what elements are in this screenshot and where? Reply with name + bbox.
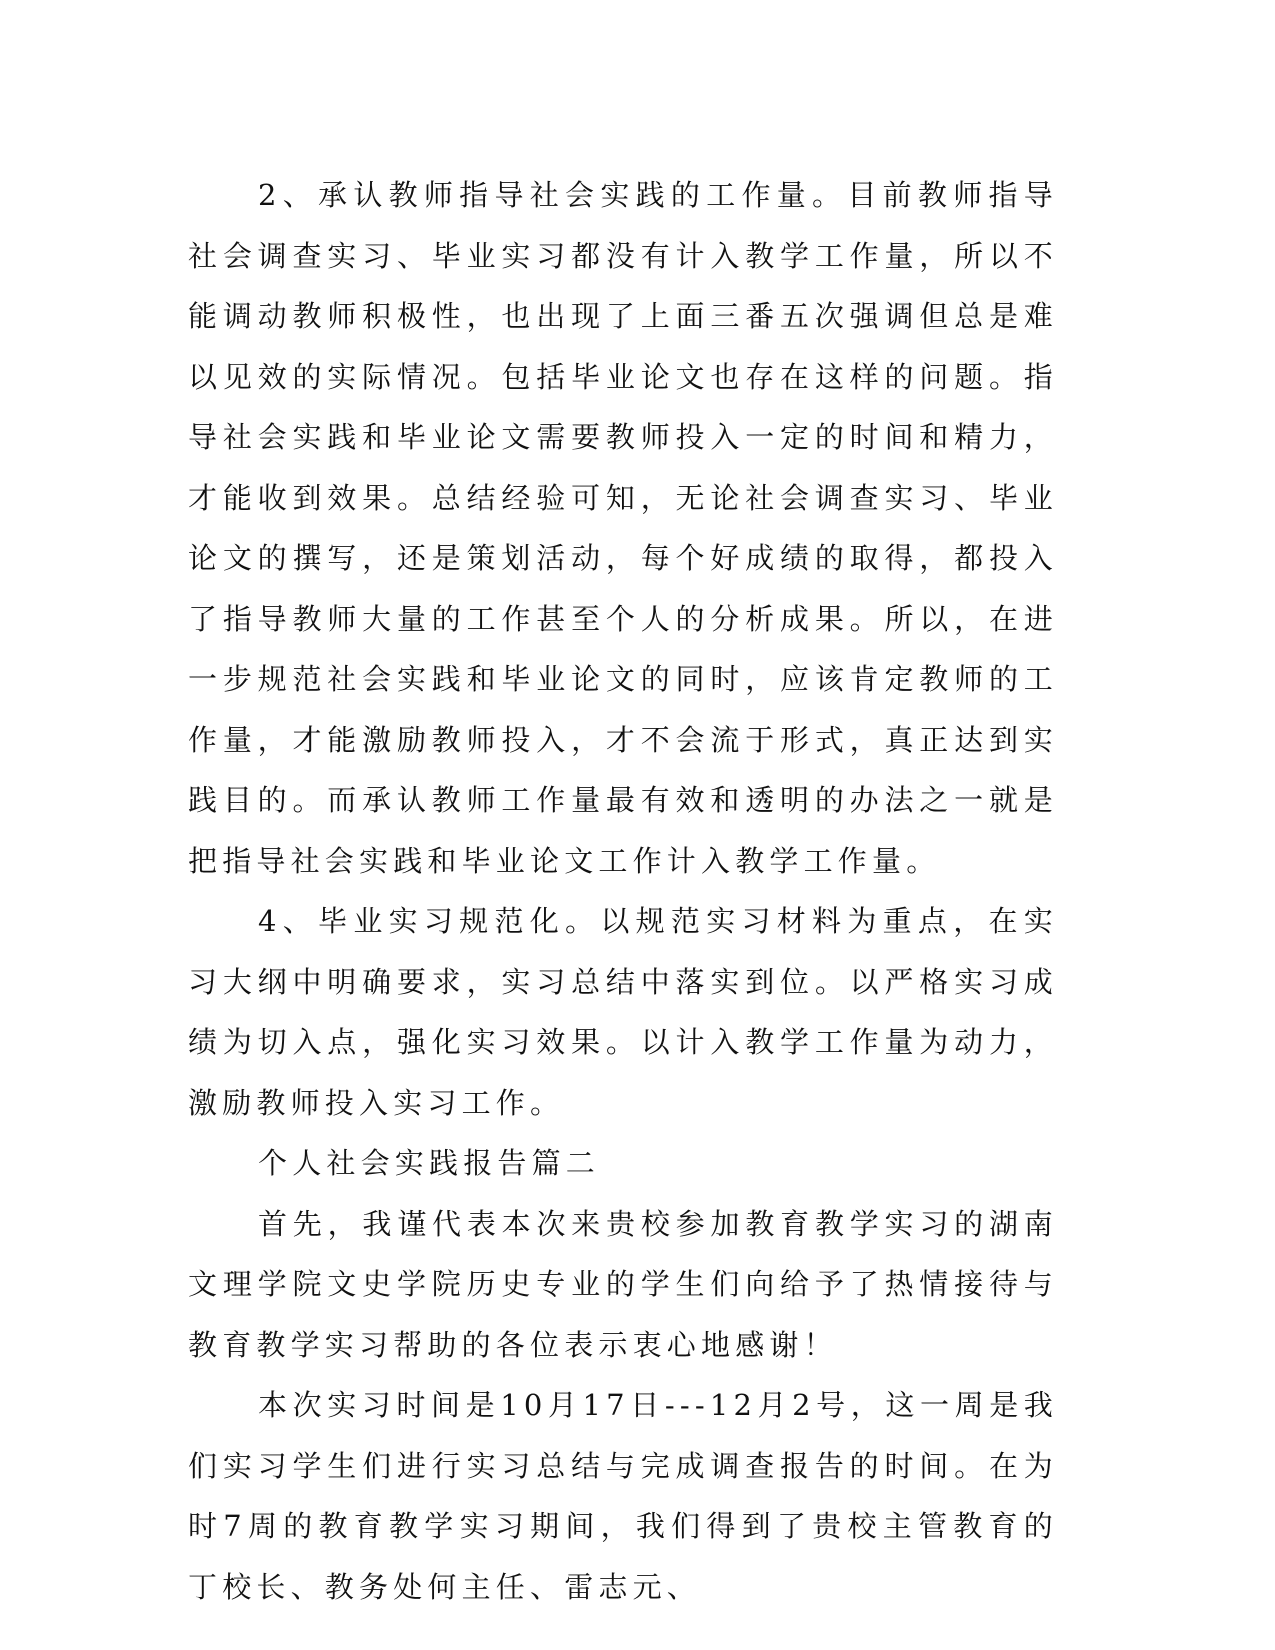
section-title: 个人社会实践报告篇二 (258, 1146, 601, 1180)
document-body (188, 165, 1058, 1617)
paragraph-workload: 2、承认教师指导社会实践的工作量。目前教师指导社会调查实习、毕业实习都没有计入教学工作量，所以不能调动教师积极性，也出现了上面三番五次强调但总是难以见效的实际情况。包括毕业论文也存在这样的问题。指导社会实践和毕业论文需要教师投入一定的时间和精力，才能收到效果。总结经验可知，无论社会调查实习、毕业论文的撰写，还是策划活动，每个好成绩的取得，都投入了指导教师大量的工作甚至个人的分析成果。所以，在进一步规范社会实践和毕业论文的同时，应该肯定教师的工作量，才能激励教师投入，才不会流于形式，真正达到实践目的。而承认教师工作量最有效和透明的办法之一就是把指导社会实践和毕业论文工作计入教学工作量。 (188, 178, 1058, 878)
paragraph-thanks: 首先，我谨代表本次来贵校参加教育教学实习的湖南文理学院文史学院历史专业的学生们向给予了热情接待与教育教学实习帮助的各位表示衷心地感谢！ (188, 1206, 1058, 1362)
paragraph-internship-standardization: 4、毕业实习规范化。以规范实习材料为重点，在实习大纲中明确要求，实习总结中落实到位。以严格实习成绩为切入点，强化实习效果。以计入教学工作量为动力，激励教师投入实习工作。 (188, 904, 1058, 1120)
paragraph-internship-period: 本次实习时间是10月17日---12月2号，这一周是我们实习学生们进行实习总结与完成调查报告的时间。在为时7周的教育教学实习期间，我们得到了贵校主管教育的丁校长、教务处何主任、雷志元、 (188, 1388, 1058, 1604)
